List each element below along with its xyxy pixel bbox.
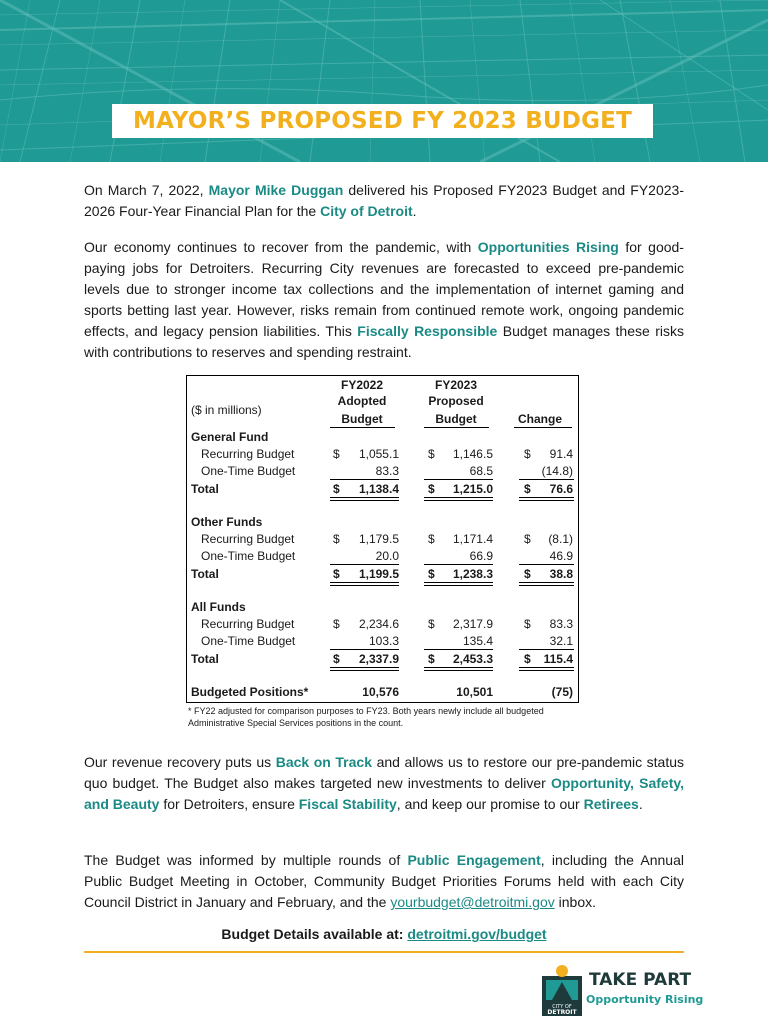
- economy-text-3: Budget manages these risks with contributions to reserves and spending restraint.: [84, 323, 684, 360]
- section-other-funds: Other Funds: [191, 515, 263, 529]
- budget-website-link[interactable]: detroitmi.gov/budget: [407, 926, 547, 942]
- currency-symbol: $: [428, 482, 435, 496]
- cell-value: 2,317.9: [452, 617, 493, 631]
- page-title: MAYOR’S PROPOSED FY 2023 BUDGET: [133, 108, 632, 134]
- recovery-text-1: Our revenue recovery puts us: [84, 754, 276, 770]
- budget-table: [186, 375, 579, 703]
- currency-symbol: $: [333, 532, 340, 546]
- currency-symbol: $: [524, 652, 531, 666]
- row-label: One-Time Budget: [201, 464, 296, 478]
- cell-value: (8.1): [548, 532, 573, 546]
- cell-value: 66.9: [469, 549, 493, 563]
- currency-symbol: $: [333, 482, 340, 496]
- currency-symbol: $: [524, 567, 531, 581]
- currency-symbol: $: [333, 447, 340, 461]
- cell-value: 83.3: [375, 464, 399, 478]
- cell-value: 1,055.1: [358, 447, 399, 461]
- recovery-text-3: for Detroiters, ensure: [159, 796, 299, 812]
- table-footnote: * FY22 adjusted for comparison purposes to FY23. Both years newly include all budgeted Administrative Special Services positions in the count.: [188, 706, 544, 728]
- header-banner: [0, 0, 768, 162]
- intro-text-2: delivered his Proposed FY2023 Budget and FY2023-2026 Four-Year Financial Plan for the: [84, 182, 684, 219]
- currency-symbol: $: [524, 447, 531, 461]
- col2-header-line1: FY2023: [434, 378, 478, 392]
- row-label: Recurring Budget: [201, 447, 295, 461]
- economy-highlight-opportunities: Opportunities Rising: [477, 239, 619, 255]
- recovery-text-4: , and keep our promise to our: [396, 796, 584, 812]
- currency-symbol: $: [524, 532, 531, 546]
- recovery-highlight-opportunity: Opportunity, Safety, and Beauty: [84, 775, 684, 812]
- total-value: 1,138.4: [358, 482, 399, 496]
- cell-value: 91.4: [549, 447, 573, 461]
- total-value: 2,337.9: [358, 652, 399, 666]
- currency-symbol: $: [428, 532, 435, 546]
- col2-header-line2: Proposed: [428, 394, 484, 408]
- col1-header-line2: Adopted: [337, 394, 387, 408]
- units-label: ($ in millions): [191, 403, 262, 417]
- currency-symbol: $: [428, 652, 435, 666]
- cell-value: 1,146.5: [452, 447, 493, 461]
- currency-symbol: $: [428, 617, 435, 631]
- total-label: Total: [191, 652, 219, 666]
- economy-paragraph: [84, 237, 684, 363]
- row-label: One-Time Budget: [201, 549, 296, 563]
- details-label: Budget Details available at:: [221, 926, 408, 942]
- col2-header-line3: Budget: [435, 412, 477, 426]
- intro-highlight-mayor: Mayor Mike Duggan: [208, 182, 344, 198]
- economy-highlight-fiscal: Fiscally Responsible: [357, 323, 498, 339]
- cell-value: 1,171.4: [452, 532, 493, 546]
- currency-symbol: $: [524, 482, 531, 496]
- row-label: Recurring Budget: [201, 532, 295, 546]
- recovery-highlight-retirees: Retirees: [583, 796, 639, 812]
- engagement-text-3: inbox.: [554, 894, 597, 910]
- total-value: 1,238.3: [452, 567, 493, 581]
- cell-value: 32.1: [549, 634, 573, 648]
- engagement-text-1: The Budget was informed by multiple rounds of: [84, 852, 408, 868]
- currency-symbol: $: [333, 617, 340, 631]
- positions-value: 10,576: [362, 685, 399, 699]
- footer-divider: [84, 951, 684, 953]
- currency-symbol: $: [524, 617, 531, 631]
- total-value: 76.6: [549, 482, 573, 496]
- cell-value: 68.5: [469, 464, 493, 478]
- positions-value: 10,501: [456, 685, 493, 699]
- cell-value: (14.8): [541, 464, 573, 478]
- cell-value: 46.9: [549, 549, 573, 563]
- take-part-logo: [540, 962, 720, 1018]
- cell-value: 135.4: [462, 634, 493, 648]
- recovery-paragraph: [84, 752, 684, 815]
- currency-symbol: $: [333, 567, 340, 581]
- total-label: Total: [191, 482, 219, 496]
- title-box: [112, 104, 653, 138]
- col1-header-line1: FY2022: [340, 378, 384, 392]
- recovery-highlight-stability: Fiscal Stability: [298, 796, 397, 812]
- logo-take-part: TAKE PART: [589, 970, 692, 990]
- col3-header: Change: [517, 412, 562, 426]
- economy-text-2: for good-paying jobs for Detroiters. Recurring City revenues are forecasted to exceed pre-pandemic levels due to stronger income tax collections and the implementation of internet gaming and sports betting last year. However, risks remain from continued remote work, ongoing pandemic effects, and legacy pension liabilities. This: [84, 239, 684, 339]
- logo-city-of: CITY OF: [552, 1004, 572, 1010]
- intro-text-1: On March 7, 2022,: [84, 182, 209, 198]
- logo-opportunity-rising: Opportunity Rising: [586, 993, 704, 1006]
- currency-symbol: $: [428, 567, 435, 581]
- logo-detroit: DETROIT: [547, 1009, 577, 1016]
- recovery-text-5: .: [638, 796, 643, 812]
- engagement-text-2: , including the Annual Public Budget Meeting in October, Community Budget Priorities Forums held with each City Council District in January and February, and the: [84, 852, 684, 910]
- cell-value: 103.3: [368, 634, 399, 648]
- total-label: Total: [191, 567, 219, 581]
- intro-text-3: .: [412, 203, 417, 219]
- cell-value: 83.3: [549, 617, 573, 631]
- cell-value: 20.0: [375, 549, 399, 563]
- email-link[interactable]: yourbudget@detroitmi.gov: [390, 894, 555, 910]
- total-value: 1,215.0: [452, 482, 493, 496]
- economy-text-1: Our economy continues to recover from the pandemic, with: [84, 239, 478, 255]
- positions-value: (75): [551, 685, 573, 699]
- budget-details-line: [0, 926, 768, 942]
- engagement-paragraph: [84, 850, 684, 913]
- engagement-highlight: Public Engagement: [407, 852, 541, 868]
- total-value: 1,199.5: [358, 567, 399, 581]
- cell-value: 1,179.5: [358, 532, 399, 546]
- row-label: One-Time Budget: [201, 634, 296, 648]
- cell-value: 2,234.6: [358, 617, 399, 631]
- row-label: Recurring Budget: [201, 617, 295, 631]
- currency-symbol: $: [428, 447, 435, 461]
- positions-label: Budgeted Positions*: [191, 685, 309, 699]
- recovery-highlight-track: Back on Track: [275, 754, 372, 770]
- section-general-fund: General Fund: [191, 430, 269, 444]
- detroit-logo-icon: [540, 962, 584, 1018]
- total-value: 38.8: [549, 567, 573, 581]
- total-value: 2,453.3: [452, 652, 493, 666]
- col1-header-line3: Budget: [341, 412, 383, 426]
- section-all-funds: All Funds: [191, 600, 246, 614]
- total-value: 115.4: [543, 652, 573, 666]
- currency-symbol: $: [333, 652, 340, 666]
- recovery-text-2: and allows us to restore our pre-pandemic status quo budget. The Budget also makes targeted new investments to deliver: [84, 754, 685, 791]
- intro-highlight-city: City of Detroit: [320, 203, 413, 219]
- intro-paragraph: [84, 180, 684, 222]
